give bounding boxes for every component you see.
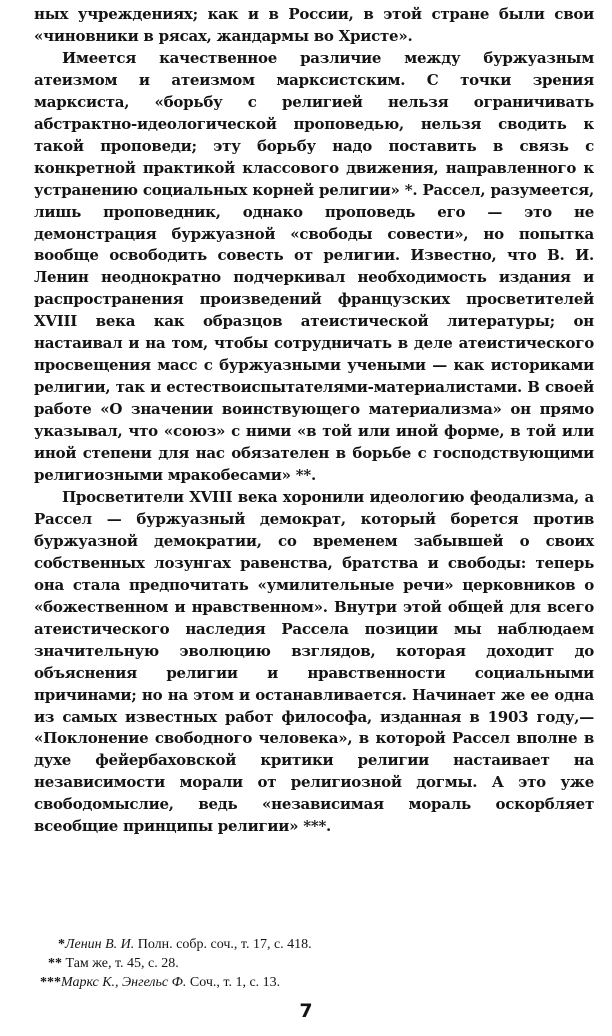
- paragraph-enlighteners: Просветители XVIII века хоронили идеологию феодализма, а Рассел — буржуазный демократ, который борется против буржуазной демократии, со временем забывшей о своих собственных лозунгах равенства, братства и свободы: теперь она стала предпочитать «умилительные речи» церковников о «божественном и нравственном». Внутри этой общей для всего атеистического наследия Рассела позиции мы наблюдаем значительную эволюцию взглядов, которая доходит до объяснения религии и нравственности социальными причинами; но на этом и останавливается. Начинает же ее одна из самых известных работ философа, изданная в 1903 году,— «Поклонение свободного человека», в которой Рассел вполне в духе фейербаховской критики религии настаивает на независимости морали от религиозной догмы. А это уже свободомыслие, ведь «независимая мораль оскорбляет всеобщие принципы религии» ***.: [34, 487, 594, 836]
- footnotes: [40, 935, 580, 992]
- page-number: 7: [299, 1000, 313, 1022]
- paragraph-atheism-difference: Имеется качественное различие между буржуазным атеизмом и атеизмом марксистским. С точки зрения марксиста, «борьбу с религией нельзя ограничивать абстрактно-идеологической проповедью, нельзя сводить к такой проповеди; эту борьбу надо поставить в связь с конкретной практикой классового движения, направленного к устранению социальных корней религии» *. Рассел, разумеется, лишь проповедник, однако проповедь его — это не демонстрация буржуазной «свободы совести», но попытка вообще освободить совесть от религии. Известно, что В. И. Ленин неоднократно подчеркивал необходимость издания и распространения произведений французских просветителей XVIII века как образцов атеистической литературы; он настаивал и на том, чтобы сотрудничать в деле атеистического просвещения масс с буржуазными учеными — как историками религии, так и естествоиспытателями-материалистами. В своей работе «О значении воинствующего материализма» он прямо указывал, что «союз» с ними «в той или иной форме, в той или иной степени для нас обязателен в борьбе с господствующими религиозными мракобесами» **.: [34, 48, 594, 485]
- main-text: [34, 4, 594, 838]
- footnote-text: Полн. собр. соч., т. 17, с. 418.: [134, 937, 312, 952]
- footnote: [40, 935, 580, 954]
- footnote-mark: *: [58, 937, 65, 952]
- footnote-author: Маркс К., Энгельс Ф.: [61, 975, 187, 990]
- footnote: [40, 973, 580, 992]
- paragraph-continuation: ных учреждениях; как и в России, в этой стране были свои «чиновники в рясах, жандармы во Христе».: [34, 5, 594, 45]
- footnote-mark: ***: [40, 975, 61, 990]
- footnote-mark: **: [48, 956, 62, 971]
- footnote-text: Соч., т. 1, с. 13.: [186, 975, 281, 990]
- footnote-author: Ленин В. И.: [65, 937, 135, 952]
- footnote-text: Там же, т. 45, с. 28.: [62, 956, 179, 971]
- footnote: [40, 954, 580, 973]
